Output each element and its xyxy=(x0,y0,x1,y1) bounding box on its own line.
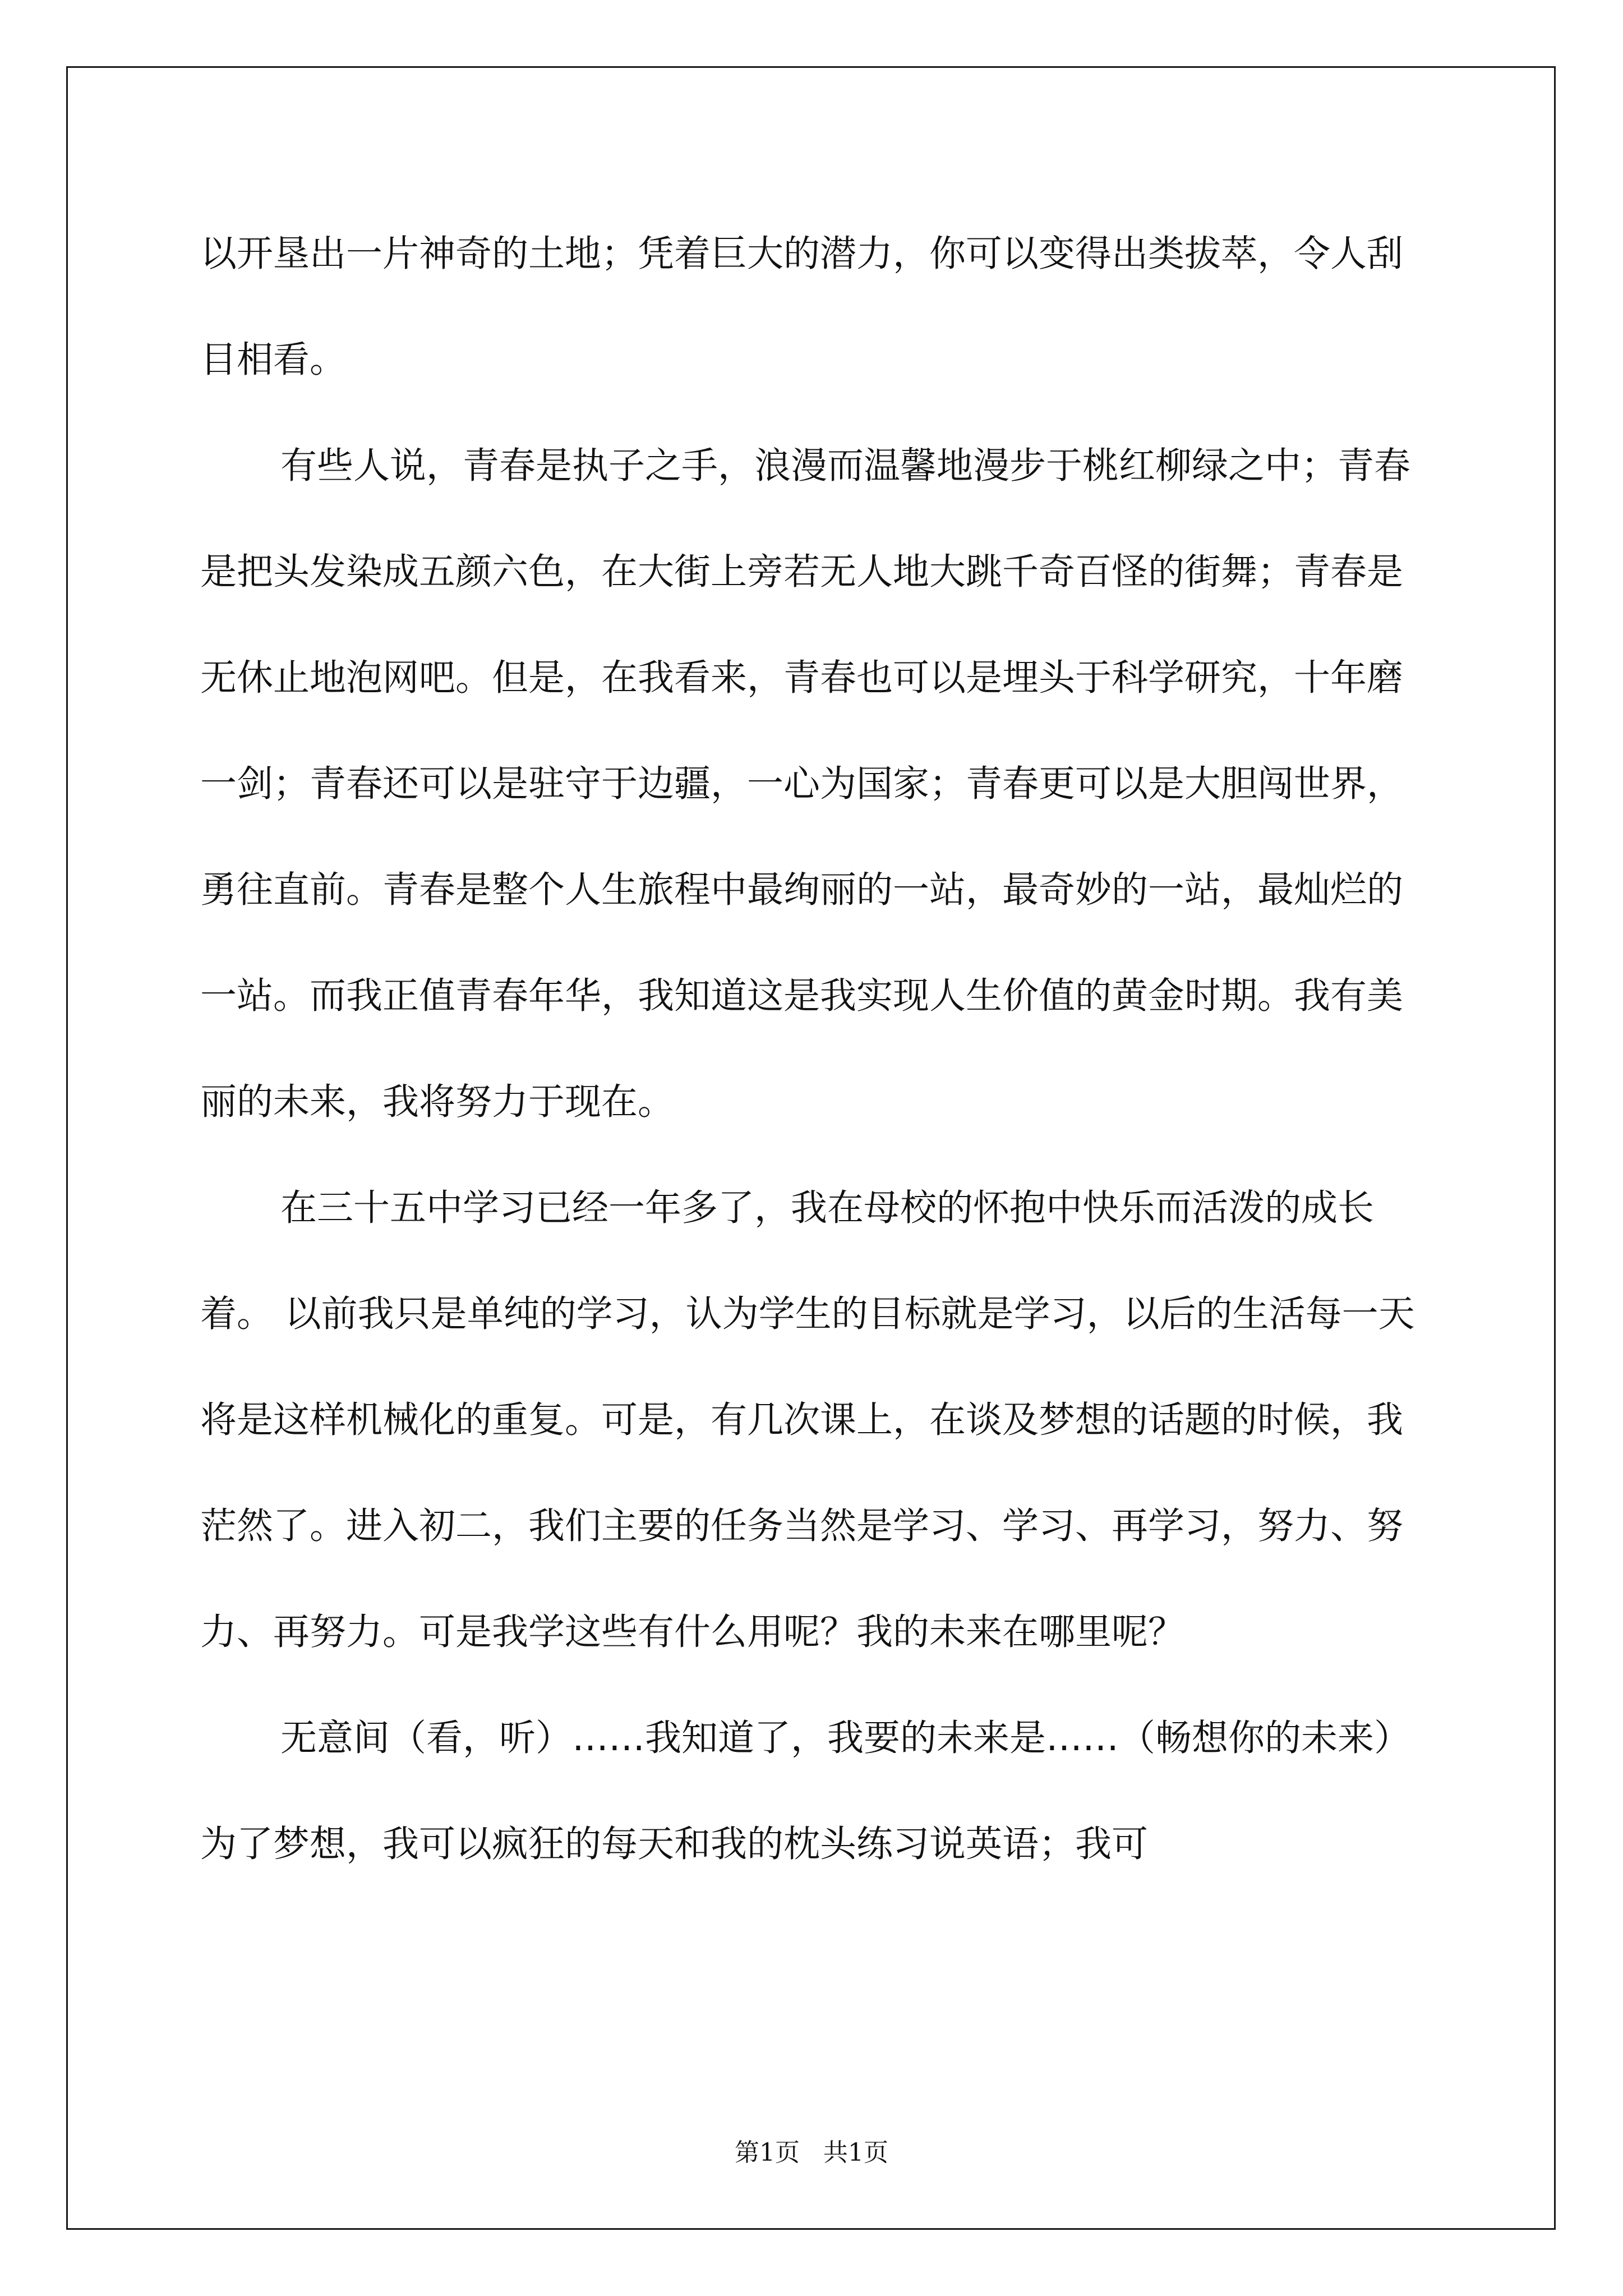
paragraph-1: 以开垦出一片神奇的土地；凭着巨大的潜力，你可以变得出类拔萃，令人刮目相看。 xyxy=(200,233,1404,381)
page-footer: 第1页 共1页 xyxy=(735,2138,888,2167)
paragraph-2: 有些人说，青春是执子之手，浪漫而温馨地漫步于桃红柳绿之中；青春是把头发染成五颜六色，在大街上旁若无人地大跳千奇百怪的街舞；青春是无休止地泡网吧。但是，在我看来，青春也可以是埋头于科学研究，十年磨一剑；青春还可以是驻守于边疆，一心为国家；青春更可以是大胆闯世界，勇往直前。青春是整个人生旅程中最绚丽的一站，最奇妙的一站，最灿烂的一站。而我正值青春年华，我知道这是我实现人生价值的黄金时期。我有美丽的未来，我将努力于现在。 xyxy=(200,445,1411,1123)
paragraph-4: 无意间（看，听）……我知道了，我要的未来是……（畅想你的未来） 为了梦想，我可以疯狂的每天和我的枕头练习说英语；我可 xyxy=(200,1717,1411,1865)
document-body xyxy=(200,201,1434,1897)
paragraph-3: 在三十五中学习已经一年多了，我在母校的怀抱中快乐而活泼的成长着。 以前我只是单纯的学习，认为学生的目标就是学习，以后的生活每一天将是这样机械化的重复。可是，有几次课上，在谈及梦想的话题的时候，我茫然了。进入初二，我们主要的任务当然是学习、学习、再学习，努力、努力、再努力。可是我学这些有什么用呢？我的未来在哪里呢？ xyxy=(200,1187,1415,1653)
